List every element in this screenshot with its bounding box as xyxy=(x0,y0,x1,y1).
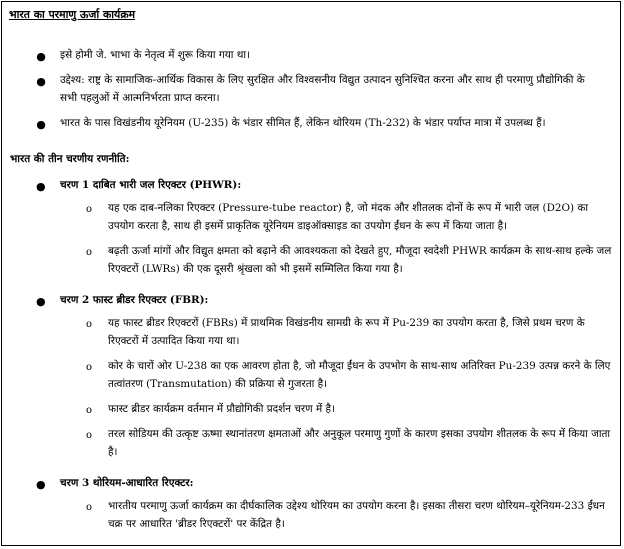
stage-2-point-4: तरल सोडियम की उत्कृष्ट ऊष्मा स्थानांतरण क्षमताओं और अनुकूल परमाणु गुणों के कारण इसका उपयोग शीतलक के रूप में किया जाता है। xyxy=(108,428,611,458)
bullet-icon: ● xyxy=(36,295,46,308)
bullet-icon: ● xyxy=(36,118,46,131)
stage-1-point-2: बढ़ती ऊर्जा मांगों और विद्युत क्षमता को बढ़ाने की आवश्यकता को देखते हुए, मौजूदा स्वदेशी PHWR कार्यक्रम के साथ-साथ हल्के जल रिएक्टरों (LWRs) की एक दूसरी श्रृंखला को भी इसमें सम्मिलित किया गया है। xyxy=(108,245,612,275)
circle-bullet-icon: o xyxy=(86,247,93,258)
intro-point-3: भारत के पास विखंडनीय यूरेनियम (U-235) के भंडार सीमित हैं, लेकिन थोरियम (Th-232) के भंडार पर्याप्त मात्रा में उपलब्ध हैं। xyxy=(60,117,546,129)
stage-3-point-1: भारतीय परमाणु ऊर्जा कार्यक्रम का दीर्घकालिक उद्देश्य थोरियम का उपयोग करना है। इसका तीसरा चरण थोरियम–यूरेनियम-233 ईंधन चक्र पर आधारित 'ब्रीडर रिएक्टरों' पर केंद्रित है। xyxy=(108,500,605,530)
intro-point-2: उद्देश्य: राष्ट्र के सामाजिक-आर्थिक विकास के लिए सुरक्षित और विश्वसनीय विद्युत उत्पादन सुनिश्चित करना और साथ ही परमाणु प्रौद्योगिकी के सभी पहलुओं में आत्मनिर्भरता प्राप्त करना। xyxy=(60,74,585,104)
page-title: भारत का परमाणु ऊर्जा कार्यक्रम xyxy=(9,8,136,21)
circle-bullet-icon: o xyxy=(86,405,93,416)
document-frame xyxy=(1,1,621,546)
circle-bullet-icon: o xyxy=(86,204,93,215)
stage-3-heading: चरण 3 थोरियम-आधारित रिएक्टर: xyxy=(60,477,194,489)
stage-2-point-2: कोर के चारों ओर U-238 का एक आवरण होता है, जो मौजूदा ईंधन के उपभोग के साथ-साथ अतिरिक्त Pu-239 उत्पन्न करने के लिए तत्वांतरण (Transmutation) की प्रक्रिया से गुजरता है। xyxy=(108,360,611,390)
circle-bullet-icon: o xyxy=(86,362,93,373)
circle-bullet-icon: o xyxy=(86,430,93,441)
circle-bullet-icon: o xyxy=(86,502,93,513)
intro-point-1: इसे होमी जे. भाभा के नेतृत्व में शुरू किया गया था। xyxy=(60,49,251,61)
bullet-icon: ● xyxy=(36,180,46,193)
circle-bullet-icon: o xyxy=(86,319,93,330)
stage-1-heading: चरण 1 दाबित भारी जल रिएक्टर (PHWR): xyxy=(60,179,242,191)
bullet-icon: ● xyxy=(36,75,46,88)
stage-1-point-1: यह एक दाब-नलिका रिएक्टर (Pressure-tube reactor) है, जो मंदक और शीतलक दोनों के रूप में भारी जल (D2O) का उपयोग करता है, साथ ही इसमें प्राकृतिक यूरेनियम डाइऑक्साइड का उपयोग ईंधन के रूप में किया जाता है। xyxy=(108,202,589,232)
stage-2-heading: चरण 2 फास्ट ब्रीडर रिएक्टर (FBR): xyxy=(60,294,209,306)
stage-2-point-3: फास्ट ब्रीडर कार्यक्रम वर्तमान में प्रौद्योगिकी प्रदर्शन चरण में है। xyxy=(108,403,335,415)
strategy-heading: भारत की तीन चरणीय रणनीति: xyxy=(10,153,130,165)
bullet-icon: ● xyxy=(36,50,46,63)
stage-2-point-1: यह फास्ट ब्रीडर रिएक्टरों (FBRs) में प्राथमिक विखंडनीय सामग्री के रूप में Pu-239 का उपयोग करता है, जिसे प्रथम चरण के रिएक्टरों में उत्पादित किया गया था। xyxy=(108,317,585,347)
bullet-icon: ● xyxy=(36,478,46,491)
